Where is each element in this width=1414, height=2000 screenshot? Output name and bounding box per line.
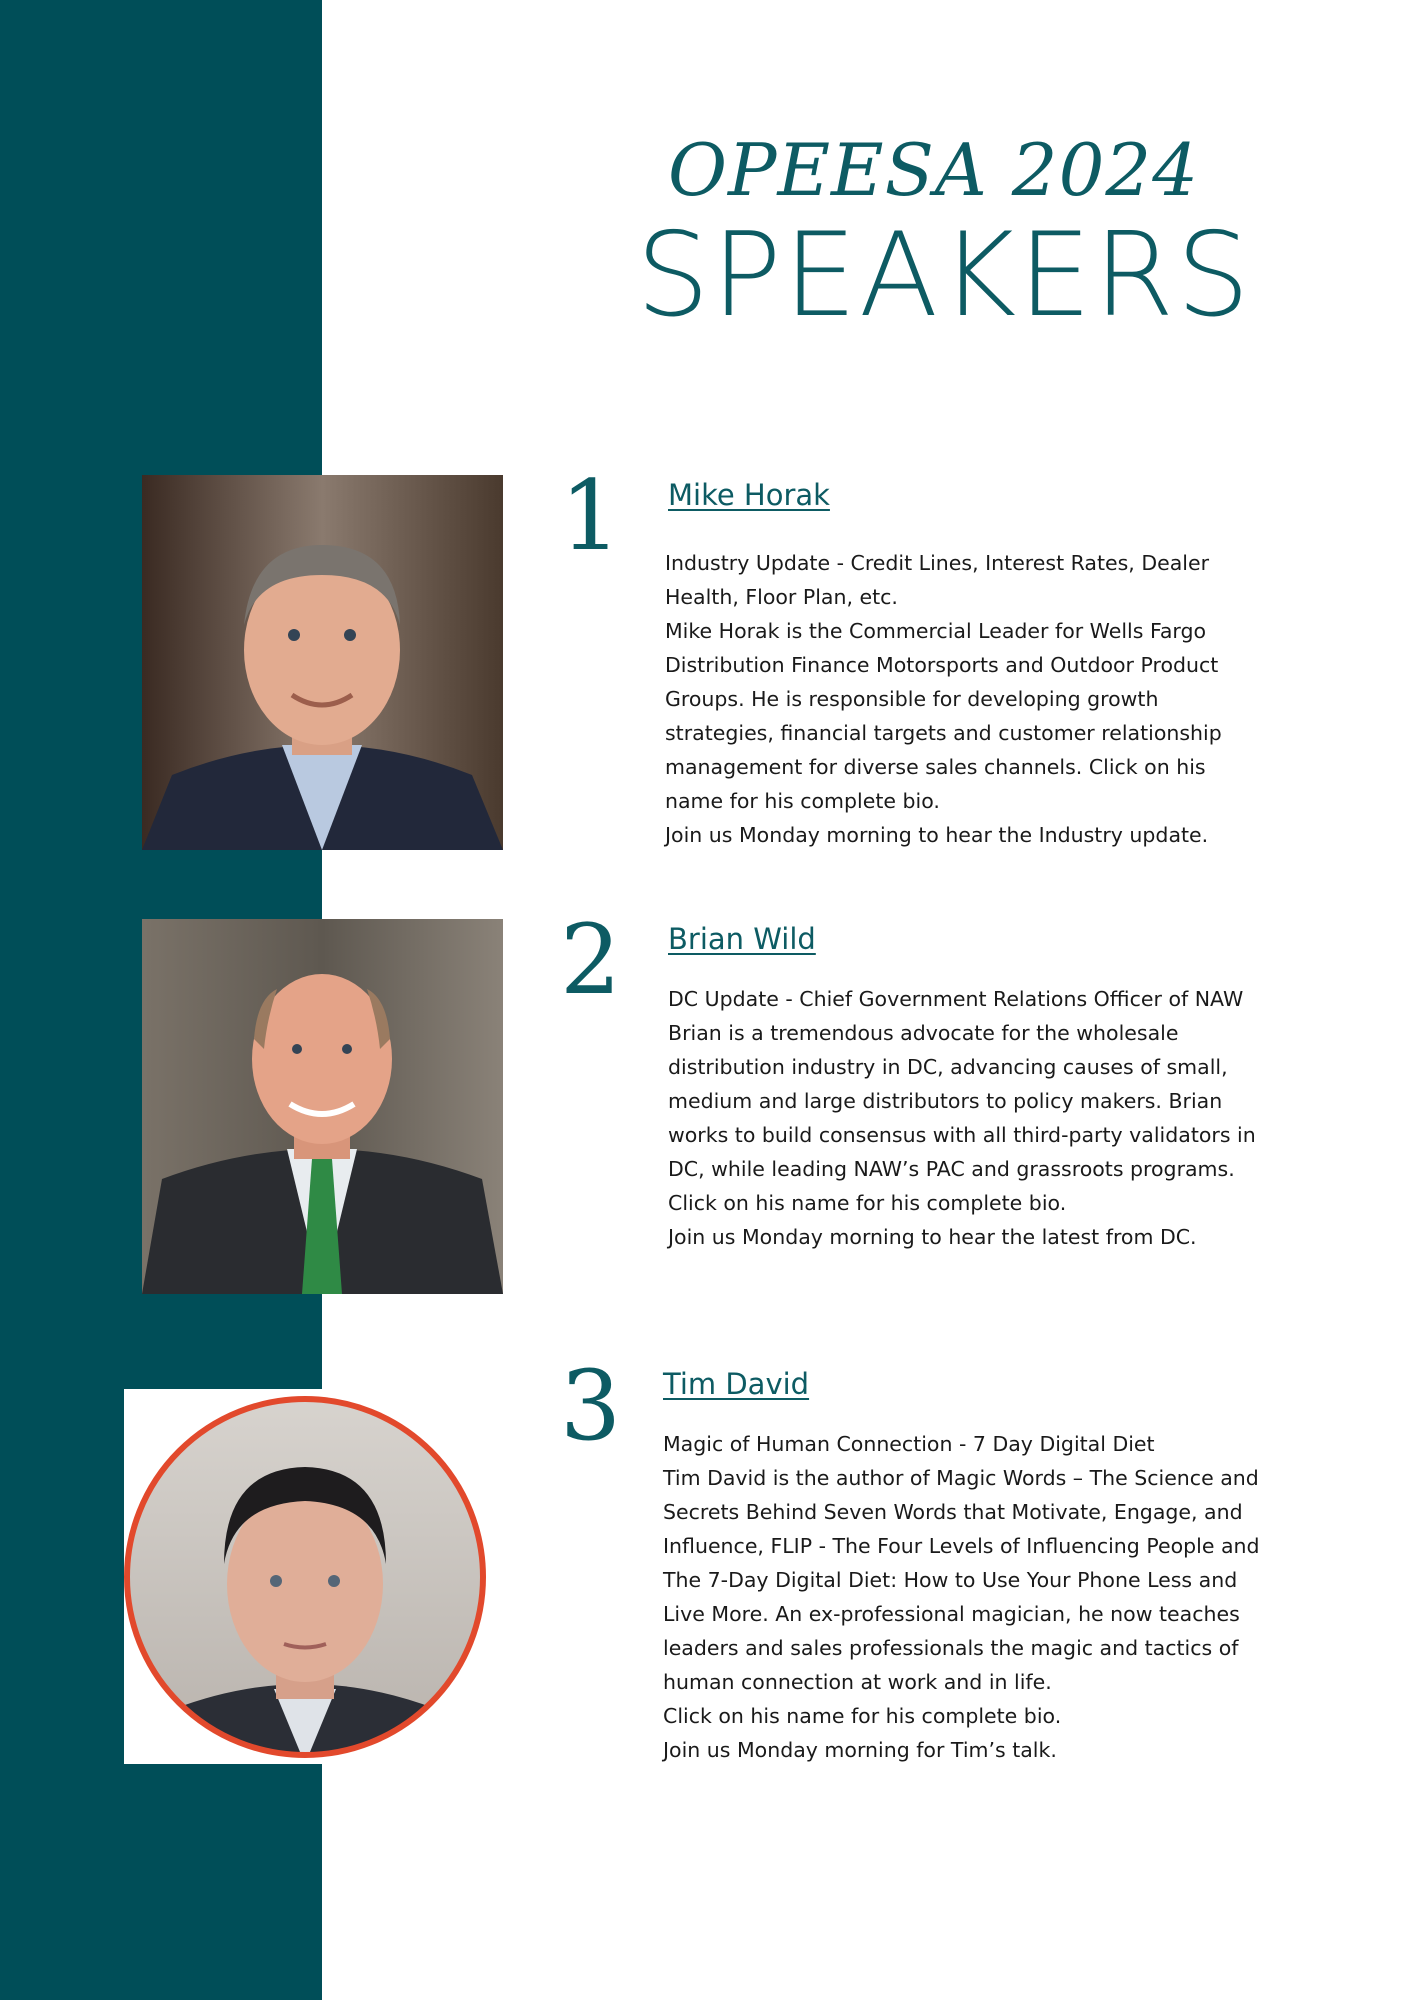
bio-line: Click on his name for his complete bio. [668,1191,1067,1215]
bio-line: Industry Update - Credit Lines, Interest Rates, Dealer Health, Floor Plan, etc. [665,551,1210,609]
speaker-photo-tim-david [124,1389,486,1764]
speaker-bio [663,1427,1263,1767]
speaker-photo-brian-wild [142,919,503,1294]
bio-line: Brian is a tremendous advocate for the wholesale distribution industry in DC, advancing causes of small, medium and large distributors to policy makers. Brian works to build consensus with all third-party validators in DC, while leading NAW’s PAC and grassroots programs. [668,1021,1256,1181]
speaker-name-link-tim-david[interactable]: Tim David [663,1367,810,1401]
event-title: OPEESA 2024 [668,128,1200,212]
bio-line: Mike Horak is the Commercial Leader for Wells Fargo Distribution Finance Motorsports and Outdoor Product Groups. He is responsible for developing growth strategies, financial targets and customer relationship management for diverse sales channels. Click on his name for his complete bio. [665,619,1222,813]
speaker-name-link-mike-horak[interactable]: Mike Horak [668,478,830,512]
bio-line: Join us Monday morning to hear the latest from DC. [668,1225,1197,1249]
bio-line: Tim David is the author of Magic Words – The Science and Secrets Behind Seven Words that Motivate, Engage, and Influence, FLIP - The Four Levels of Influencing People and The 7-Day Digital Diet: How to Use Your Phone Less and Live More. An ex-professional magician, he now teaches leaders and sales professionals the magic and tactics of human connection at work and in life. [663,1466,1260,1694]
bio-line: Join us Monday morning for Tim’s talk. [663,1738,1057,1762]
page-title: SPEAKERS [636,208,1252,343]
speaker-number: 1 [560,460,622,572]
speaker-bio [668,982,1268,1254]
bio-line: DC Update - Chief Government Relations Officer of NAW [668,987,1244,1011]
speaker-bio [665,546,1265,852]
bio-line: Join us Monday morning to hear the Industry update. [665,823,1209,847]
speaker-number: 3 [560,1350,622,1462]
speaker-photo-mike-horak [142,475,503,850]
bio-line: Click on his name for his complete bio. [663,1704,1062,1728]
speaker-number: 2 [560,904,622,1016]
bio-line: Magic of Human Connection - 7 Day Digital Diet [663,1432,1155,1456]
speaker-name-link-brian-wild[interactable]: Brian Wild [668,922,816,956]
